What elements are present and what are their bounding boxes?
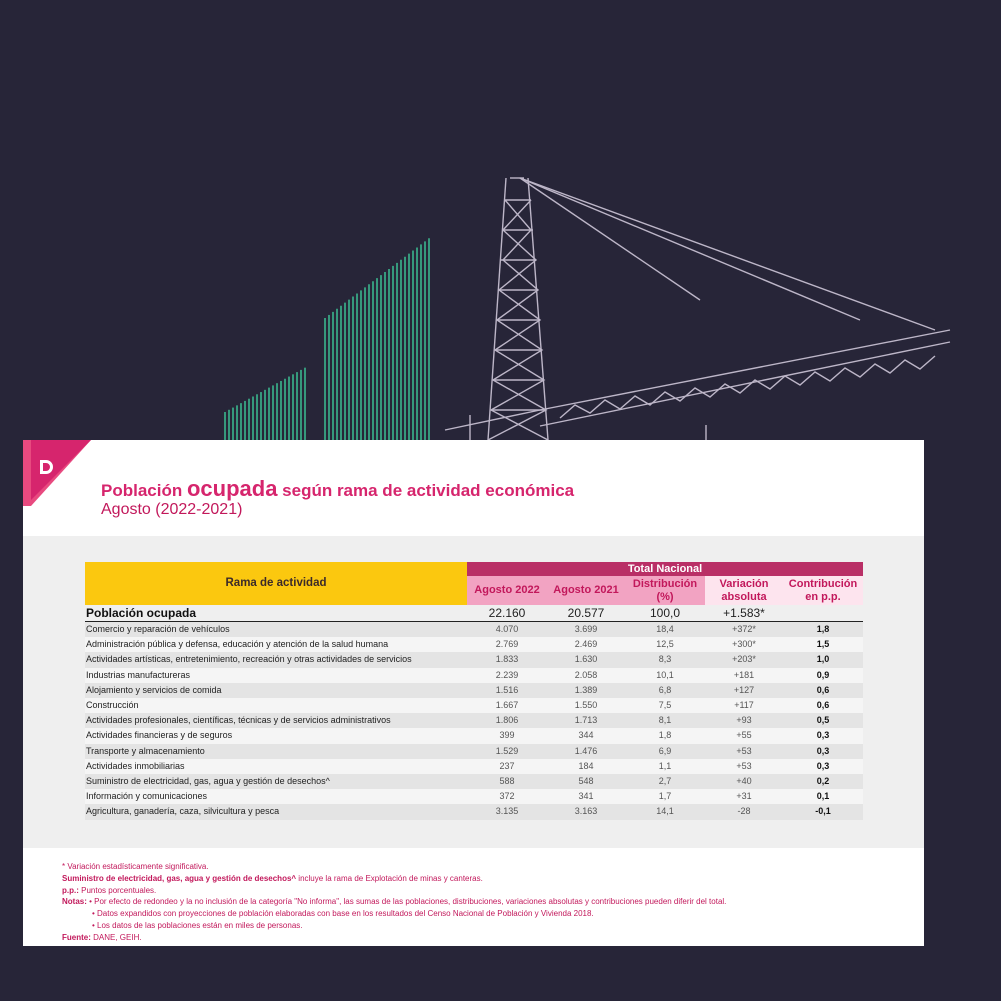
- total-label: Población ocupada: [85, 605, 467, 622]
- note-pp: p.p.: Puntos porcentuales.: [62, 885, 157, 895]
- table-cell: 1.476: [547, 744, 625, 759]
- row-label: Comercio y reparación de vehículos: [85, 622, 467, 638]
- table-row: [85, 774, 863, 789]
- table-cell: 1.529: [467, 744, 547, 759]
- table-cell: +372*: [705, 622, 783, 638]
- table-cell: 8,3: [625, 652, 705, 667]
- contribution-cell: 1,8: [783, 622, 863, 638]
- contribution-cell: 0,6: [783, 698, 863, 713]
- table-row: [85, 804, 863, 819]
- contribution-cell: 1,5: [783, 637, 863, 652]
- table-cell: 7,5: [625, 698, 705, 713]
- contribution-cell: 0,5: [783, 713, 863, 728]
- table-cell: +181: [705, 668, 783, 683]
- row-label: Actividades financieras y de seguros: [85, 728, 467, 743]
- contribution-cell: -0,1: [783, 804, 863, 819]
- table-cell: 18,4: [625, 622, 705, 638]
- table-row: [85, 652, 863, 667]
- table-cell: 3.163: [547, 804, 625, 819]
- table-cell: 20.577: [547, 605, 625, 622]
- row-label: Información y comunicaciones: [85, 789, 467, 804]
- row-label: Transporte y almacenamiento: [85, 744, 467, 759]
- table-row: [85, 759, 863, 774]
- row-label: Actividades profesionales, científicas, técnicas y de servicios administrativos: [85, 713, 467, 728]
- table-cell: +1.583*: [705, 605, 783, 622]
- table-cell: 237: [467, 759, 547, 774]
- note-notas-1: Notas: • Por efecto de redondeo y la no inclusión de la categoría "No informa", las sumas de las poblaciones, distribuciones, variaciones absolutas y contribuciones pueden diferir del total.: [62, 897, 727, 907]
- note-fuente: Fuente: DANE, GEIH.: [62, 932, 142, 942]
- note-suministro: Suministro de electricidad, gas, agua y gestión de desechos^ incluye la rama de Explotación de minas y canteras.: [62, 873, 483, 883]
- rama-header: Rama de actividad: [85, 562, 467, 605]
- table-cell: 1.630: [547, 652, 625, 667]
- contribution-cell: 0,3: [783, 744, 863, 759]
- table-row: [85, 668, 863, 683]
- row-label: Suministro de electricidad, gas, agua y gestión de desechos^: [85, 774, 467, 789]
- table-cell: +127: [705, 683, 783, 698]
- table-cell: 1.550: [547, 698, 625, 713]
- contribution-cell: 0,9: [783, 668, 863, 683]
- table-row: [85, 789, 863, 804]
- table-row: [85, 683, 863, 698]
- column-header: Contribución en p.p.: [783, 576, 863, 605]
- table-cell: 6,8: [625, 683, 705, 698]
- table-cell: 12,5: [625, 637, 705, 652]
- crane-illustration: [445, 178, 950, 440]
- table-row: [85, 698, 863, 713]
- table-row: [85, 713, 863, 728]
- table-cell: 1,7: [625, 789, 705, 804]
- table-cell: 1,1: [625, 759, 705, 774]
- page-title: Población ocupada según rama de actividad económica: [101, 476, 575, 501]
- table-row: [85, 728, 863, 743]
- row-label: Administración pública y defensa, educación y atención de la salud humana: [85, 637, 467, 652]
- table-cell: +31: [705, 789, 783, 804]
- column-header: Variación absoluta: [705, 576, 783, 605]
- table-cell: -28: [705, 804, 783, 819]
- table-cell: 4.070: [467, 622, 547, 638]
- row-label: Agricultura, ganadería, caza, silvicultura y pesca: [85, 804, 467, 819]
- table-cell: 399: [467, 728, 547, 743]
- note-notas-3: • Los datos de las poblaciones están en miles de personas.: [92, 920, 303, 930]
- row-label: Actividades inmobiliarias: [85, 759, 467, 774]
- column-header: Distribución (%): [625, 576, 705, 605]
- card-header: [23, 440, 924, 536]
- title-highlight: ocupada: [186, 476, 278, 501]
- table-cell: 6,9: [625, 744, 705, 759]
- green-building-bars: [225, 238, 429, 440]
- employment-table: [85, 562, 863, 820]
- row-label: Alojamiento y servicios de comida: [85, 683, 467, 698]
- table-cell: 2,7: [625, 774, 705, 789]
- table-cell: 2.058: [547, 668, 625, 683]
- page-subtitle: Agosto (2022-2021): [101, 501, 243, 518]
- table-cell: 10,1: [625, 668, 705, 683]
- row-label: Industrias manufactureras: [85, 668, 467, 683]
- table-cell: +55: [705, 728, 783, 743]
- table-cell: +53: [705, 744, 783, 759]
- footnotes: [62, 861, 912, 944]
- table-cell: 14,1: [625, 804, 705, 819]
- table-cell: 2.239: [467, 668, 547, 683]
- table-cell: +93: [705, 713, 783, 728]
- row-label: Actividades artísticas, entretenimiento, recreación y otras actividades de servicios: [85, 652, 467, 667]
- table-cell: 1.713: [547, 713, 625, 728]
- table-row: [85, 744, 863, 759]
- table-cell: +203*: [705, 652, 783, 667]
- table-cell: 341: [547, 789, 625, 804]
- contribution-cell: 0,2: [783, 774, 863, 789]
- table-cell: +117: [705, 698, 783, 713]
- table-cell: 8,1: [625, 713, 705, 728]
- table-cell: 3.699: [547, 622, 625, 638]
- total-row: [85, 605, 863, 622]
- table-cell: +40: [705, 774, 783, 789]
- table-cell: 100,0: [625, 605, 705, 622]
- contribution-cell: 0,3: [783, 759, 863, 774]
- table-cell: 2.769: [467, 637, 547, 652]
- table-cell: 588: [467, 774, 547, 789]
- table-cell: [783, 605, 863, 622]
- table-cell: 1.516: [467, 683, 547, 698]
- row-label: Construcción: [85, 698, 467, 713]
- note-asterisk: * Variación estadísticamente significativa.: [62, 862, 209, 871]
- table-cell: 372: [467, 789, 547, 804]
- table-cell: 22.160: [467, 605, 547, 622]
- contribution-cell: 0,1: [783, 789, 863, 804]
- table-cell: 548: [547, 774, 625, 789]
- table-cell: 1.806: [467, 713, 547, 728]
- dane-logo-icon: [23, 440, 93, 508]
- table-row: [85, 622, 863, 638]
- table-cell: 1.833: [467, 652, 547, 667]
- table-row: [85, 637, 863, 652]
- table-cell: +300*: [705, 637, 783, 652]
- table-cell: +53: [705, 759, 783, 774]
- table-section: [23, 536, 924, 848]
- table-cell: 1.389: [547, 683, 625, 698]
- table-cell: 1.667: [467, 698, 547, 713]
- table-cell: 3.135: [467, 804, 547, 819]
- table-cell: 184: [547, 759, 625, 774]
- column-header: Agosto 2022: [467, 576, 547, 605]
- total-nacional-header: Total Nacional: [467, 562, 863, 576]
- data-card: [23, 440, 924, 946]
- column-header: Agosto 2021: [547, 576, 625, 605]
- contribution-cell: 1,0: [783, 652, 863, 667]
- table-cell: 1,8: [625, 728, 705, 743]
- note-notas-2: • Datos expandidos con proyecciones de población elaboradas con base en los resultados del Censo Nacional de Población y Vivienda 2018.: [92, 909, 594, 919]
- contribution-cell: 0,3: [783, 728, 863, 743]
- contribution-cell: 0,6: [783, 683, 863, 698]
- table-cell: 2.469: [547, 637, 625, 652]
- table-cell: 344: [547, 728, 625, 743]
